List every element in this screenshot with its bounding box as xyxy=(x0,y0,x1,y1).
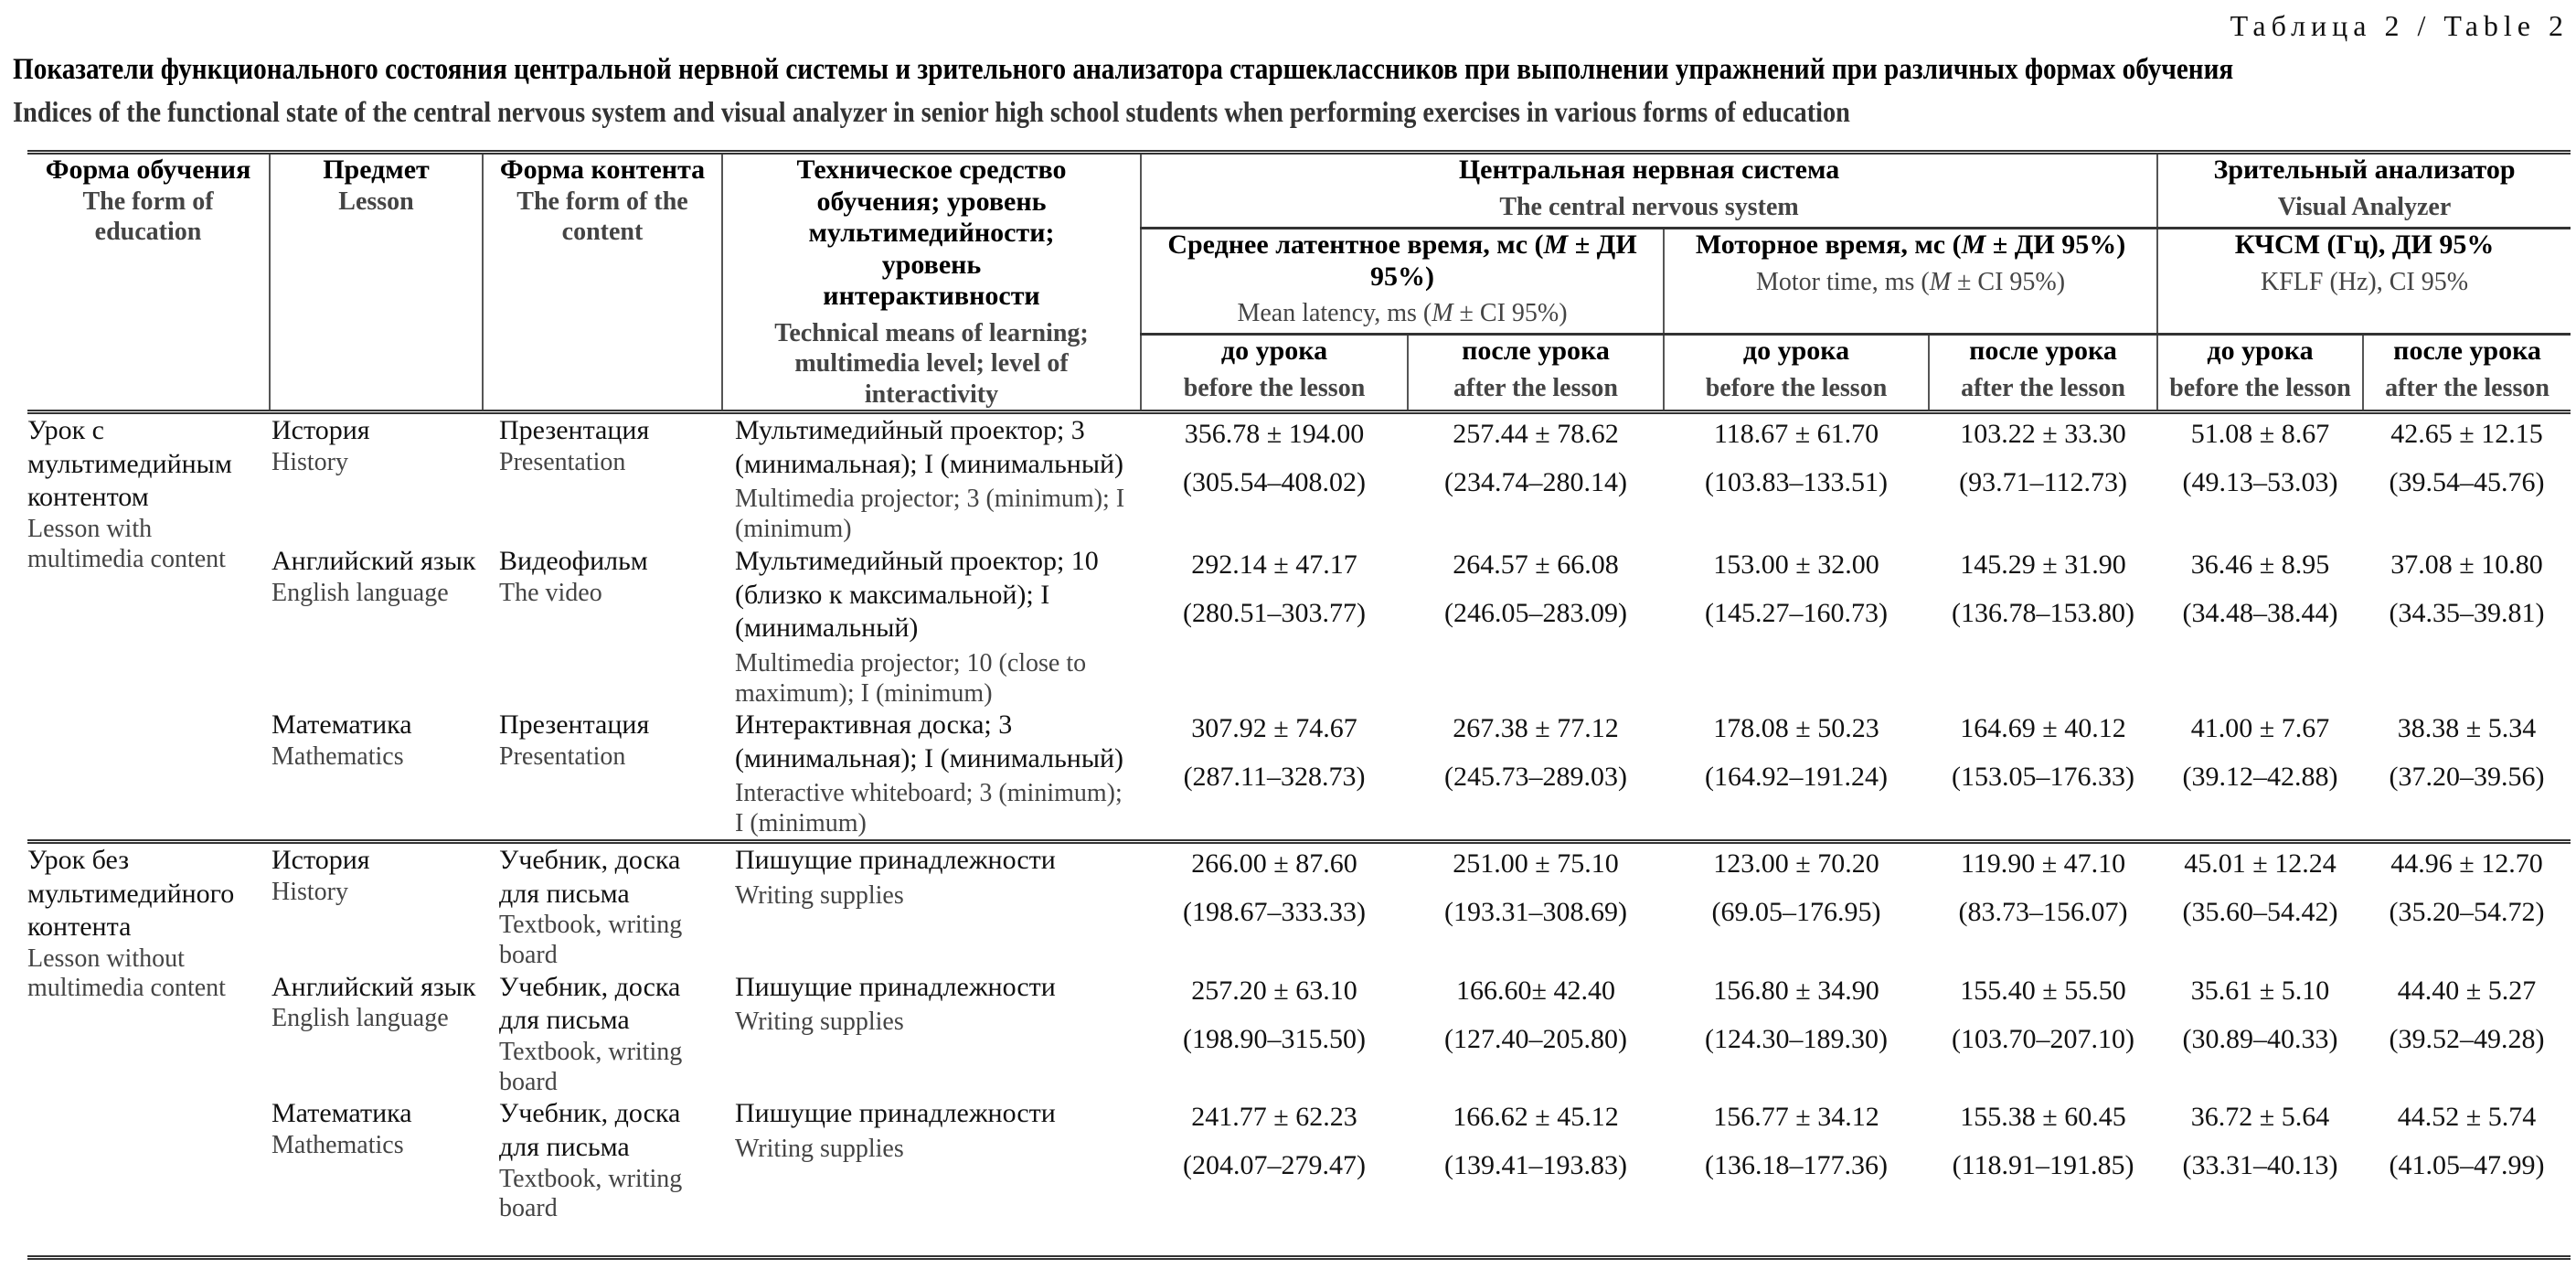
header-motor-time: Моторное время, мс (M ± ДИ 95%) Motor time, ms (M ± CI 95%) xyxy=(1664,229,2157,335)
value-cell-motor-after xyxy=(1929,545,2157,709)
mean-value: 36.46 ± 8.95 xyxy=(2190,549,2330,580)
content-ru: Видеофильм xyxy=(499,545,648,576)
ci-range: (280.51–303.77) xyxy=(1183,597,1366,628)
ci-range: (39.12–42.88) xyxy=(2182,762,2338,793)
value-cell-motor-before xyxy=(1664,412,1929,545)
means-ru: Пишущие принадлежности xyxy=(735,844,1056,875)
form-en: Lesson with multimedia content xyxy=(27,515,226,573)
table-row xyxy=(27,545,2571,709)
means-en: Interactive whiteboard; 3 (minimum); I (minimum) xyxy=(735,779,1123,838)
subject-ru: История xyxy=(271,415,370,446)
ci-range: (69.05–176.95) xyxy=(1711,896,1881,927)
ci-range: (198.90–315.50) xyxy=(1183,1023,1366,1054)
value-cell-latency-before xyxy=(1141,709,1408,841)
value-cell-motor-before xyxy=(1664,841,1929,970)
subject-ru: Математика xyxy=(271,709,412,741)
content-cell xyxy=(483,545,722,709)
mean-value: 118.67 ± 61.70 xyxy=(1713,419,1879,450)
ci-range: (153.05–176.33) xyxy=(1952,762,2134,793)
mean-value: 42.65 ± 12.15 xyxy=(2390,419,2543,450)
ci-range: (124.30–189.30) xyxy=(1705,1023,1888,1054)
header-cns: Центральная нервная система The central nervous system xyxy=(1141,153,2157,229)
mean-value: 178.08 ± 50.23 xyxy=(1713,713,1879,744)
ci-range: (34.35–39.81) xyxy=(2389,597,2545,628)
ci-range: (234.74–280.14) xyxy=(1444,467,1627,498)
mean-value: 153.00 ± 32.00 xyxy=(1713,549,1879,580)
content-cell xyxy=(483,1097,722,1224)
mean-value: 292.14 ± 47.17 xyxy=(1191,549,1357,580)
value-cell-latency-before xyxy=(1141,545,1408,709)
ci-range: (245.73–289.03) xyxy=(1444,762,1627,793)
means-cell xyxy=(722,1097,1141,1224)
content-cell xyxy=(483,412,722,545)
ci-range: (103.70–207.10) xyxy=(1952,1023,2134,1054)
value-cell-motor-before xyxy=(1664,709,1929,841)
subject-en: History xyxy=(271,447,348,476)
ci-range: (41.05–47.99) xyxy=(2389,1150,2545,1181)
ci-range: (34.48–38.44) xyxy=(2182,597,2338,628)
mean-value: 241.77 ± 62.23 xyxy=(1191,1102,1357,1133)
ci-range: (93.71–112.73) xyxy=(1959,467,2127,498)
form-cell xyxy=(27,841,270,1224)
mean-value: 119.90 ± 47.10 xyxy=(1960,848,2126,879)
mean-value: 155.40 ± 55.50 xyxy=(1960,975,2126,1006)
subject-ru: Английский язык xyxy=(271,545,476,576)
ci-range: (198.67–333.33) xyxy=(1183,896,1366,927)
content-en: The video xyxy=(499,578,602,607)
header-subject: Предмет Lesson xyxy=(270,153,483,412)
table-row xyxy=(27,1097,2571,1224)
mean-value: 145.29 ± 31.90 xyxy=(1960,549,2126,580)
ci-range: (118.91–191.85) xyxy=(1952,1150,2134,1181)
ci-range: (246.05–283.09) xyxy=(1444,597,1627,628)
value-cell-latency-after xyxy=(1408,709,1664,841)
mean-value: 36.72 ± 5.64 xyxy=(2190,1102,2330,1133)
subject-en: English language xyxy=(271,1004,449,1033)
subject-cell xyxy=(270,709,483,841)
form-ru: Урок с мультимедийным контентом xyxy=(27,415,232,513)
means-ru: Пишущие принадлежности xyxy=(735,971,1056,1002)
mean-value: 35.61 ± 5.10 xyxy=(2190,975,2330,1006)
ci-range: (136.18–177.36) xyxy=(1705,1150,1888,1181)
mean-value: 38.38 ± 5.34 xyxy=(2397,713,2537,744)
table-bottom-rule xyxy=(27,1255,2571,1260)
subject-cell xyxy=(270,412,483,545)
value-cell-latency-after xyxy=(1408,412,1664,545)
subject-en: History xyxy=(271,877,348,906)
mean-value: 41.00 ± 7.67 xyxy=(2190,713,2330,744)
table-row xyxy=(27,971,2571,1098)
header-kflf-after: после урока after the lesson xyxy=(2363,335,2571,412)
content-cell xyxy=(483,841,722,970)
means-ru: Мультимедийный проектор; 3 (минимальная); I (минимальный) xyxy=(735,415,1124,479)
ci-range: (49.13–53.03) xyxy=(2182,467,2338,498)
ci-range: (305.54–408.02) xyxy=(1183,467,1366,498)
table-title-en: Indices of the functional state of the central nervous system and visual analyzer in senior high school students when performing exercises in various forms of education xyxy=(13,95,1850,128)
content-en: Presentation xyxy=(499,447,626,476)
ci-range: (33.31–40.13) xyxy=(2182,1150,2338,1181)
ci-range: (37.20–39.56) xyxy=(2389,762,2545,793)
mean-value: 123.00 ± 70.20 xyxy=(1713,848,1879,879)
value-cell-latency-before xyxy=(1141,412,1408,545)
mean-value: 266.00 ± 87.60 xyxy=(1191,848,1357,879)
value-cell-motor-after xyxy=(1929,841,2157,970)
means-cell xyxy=(722,709,1141,841)
form-ru: Урок без мультимедийного контента xyxy=(27,844,235,943)
ci-range: (35.20–54.72) xyxy=(2389,896,2545,927)
value-cell-latency-before xyxy=(1141,1097,1408,1224)
value-cell-motor-before xyxy=(1664,1097,1929,1224)
mean-value: 156.77 ± 34.12 xyxy=(1713,1102,1879,1133)
value-cell-kflf-before xyxy=(2157,545,2363,709)
content-ru: Учебник, доска для письма xyxy=(499,844,681,909)
mean-value: 307.92 ± 74.67 xyxy=(1191,713,1357,744)
means-ru: Мультимедийный проектор; 10 (близко к максимальной); I (минимальный) xyxy=(735,545,1099,644)
ci-range: (204.07–279.47) xyxy=(1183,1150,1366,1181)
subject-en: Mathematics xyxy=(271,741,404,771)
mean-value: 155.38 ± 60.45 xyxy=(1960,1102,2126,1133)
ci-range: (127.40–205.80) xyxy=(1444,1023,1627,1054)
mean-value: 251.00 ± 75.10 xyxy=(1453,848,1619,879)
mean-value: 156.80 ± 34.90 xyxy=(1713,975,1879,1006)
subject-ru: История xyxy=(271,844,370,875)
content-en: Textbook, writing board xyxy=(499,911,683,969)
table-title-ru: Показатели функционального состояния центральной нервной системы и зрительного анализатора старшеклассников при выполнении упражнений при различных формах обучения xyxy=(13,53,2234,86)
subject-ru: Английский язык xyxy=(271,971,476,1002)
value-cell-motor-before xyxy=(1664,545,1929,709)
mean-value: 166.60± 42.40 xyxy=(1456,975,1615,1006)
mean-value: 51.08 ± 8.67 xyxy=(2190,419,2330,450)
mean-value: 257.20 ± 63.10 xyxy=(1191,975,1357,1006)
subject-cell xyxy=(270,971,483,1098)
ci-range: (103.83–133.51) xyxy=(1705,467,1888,498)
subject-cell xyxy=(270,545,483,709)
ci-range: (39.54–45.76) xyxy=(2389,467,2545,498)
means-en: Writing supplies xyxy=(735,1008,904,1037)
value-cell-latency-after xyxy=(1408,545,1664,709)
data-table xyxy=(27,150,2571,1224)
value-cell-motor-after xyxy=(1929,1097,2157,1224)
means-cell xyxy=(722,841,1141,970)
subject-en: English language xyxy=(271,578,449,607)
table-number-label: Таблица 2 / Table 2 xyxy=(2230,9,2569,42)
mean-value: 103.22 ± 33.30 xyxy=(1960,419,2126,450)
mean-value: 44.40 ± 5.27 xyxy=(2397,975,2537,1006)
value-cell-kflf-after xyxy=(2363,709,2571,841)
content-ru: Презентация xyxy=(499,415,650,446)
value-cell-kflf-before xyxy=(2157,709,2363,841)
content-ru: Презентация xyxy=(499,709,650,741)
means-en: Multimedia projector; 10 (close to maximum); I (minimum) xyxy=(735,648,1087,708)
value-cell-kflf-after xyxy=(2363,1097,2571,1224)
value-cell-kflf-before xyxy=(2157,841,2363,970)
content-en: Presentation xyxy=(499,741,626,771)
header-mean-latency: Среднее латентное время, мс (M ± ДИ 95%) Mean latency, ms (M ± CI 95%) xyxy=(1141,229,1664,335)
table-row xyxy=(27,412,2571,545)
content-ru: Учебник, доска для письма xyxy=(499,971,681,1036)
ci-range: (136.78–153.80) xyxy=(1952,597,2134,628)
table-row xyxy=(27,709,2571,841)
ci-range: (164.92–191.24) xyxy=(1705,762,1888,793)
subject-cell xyxy=(270,1097,483,1224)
content-cell xyxy=(483,709,722,841)
content-en: Textbook, writing board xyxy=(499,1037,683,1096)
form-en: Lesson without multimedia content xyxy=(27,944,226,1003)
content-cell xyxy=(483,971,722,1098)
value-cell-motor-after xyxy=(1929,709,2157,841)
mean-value: 257.44 ± 78.62 xyxy=(1453,419,1619,450)
mean-value: 37.08 ± 10.80 xyxy=(2390,549,2543,580)
mean-value: 44.52 ± 5.74 xyxy=(2397,1102,2537,1133)
value-cell-kflf-after xyxy=(2363,545,2571,709)
ci-range: (139.41–193.83) xyxy=(1444,1150,1627,1181)
means-en: Multimedia projector; 3 (minimum); I (minimum) xyxy=(735,485,1125,544)
ci-range: (193.31–308.69) xyxy=(1444,896,1627,927)
ci-range: (39.52–49.28) xyxy=(2389,1023,2545,1054)
means-cell xyxy=(722,545,1141,709)
means-ru: Пишущие принадлежности xyxy=(735,1098,1056,1129)
subject-ru: Математика xyxy=(271,1098,412,1129)
value-cell-kflf-after xyxy=(2363,841,2571,970)
value-cell-kflf-before xyxy=(2157,412,2363,545)
ci-range: (145.27–160.73) xyxy=(1705,597,1888,628)
mean-value: 44.96 ± 12.70 xyxy=(2390,848,2543,879)
means-ru: Интерактивная доска; 3 (минимальная); I (минимальный) xyxy=(735,709,1124,773)
mean-value: 166.62 ± 45.12 xyxy=(1453,1102,1619,1133)
ci-range: (83.73–156.07) xyxy=(1958,896,2128,927)
subject-en: Mathematics xyxy=(271,1130,404,1159)
header-kflf-before: до урока before the lesson xyxy=(2157,335,2363,412)
header-motor-after: после урока after the lesson xyxy=(1929,335,2157,412)
value-cell-kflf-after xyxy=(2363,971,2571,1098)
value-cell-latency-after xyxy=(1408,971,1664,1098)
content-en: Textbook, writing board xyxy=(499,1164,683,1223)
header-latency-before: до урока before the lesson xyxy=(1141,335,1408,412)
header-latency-after: после урока after the lesson xyxy=(1408,335,1664,412)
value-cell-kflf-after xyxy=(2363,412,2571,545)
ci-range: (30.89–40.33) xyxy=(2182,1023,2338,1054)
value-cell-latency-after xyxy=(1408,1097,1664,1224)
mean-value: 164.69 ± 40.12 xyxy=(1960,713,2126,744)
means-cell xyxy=(722,412,1141,545)
header-content: Форма контента The form of the content xyxy=(483,153,722,412)
means-en: Writing supplies xyxy=(735,880,904,910)
means-cell xyxy=(722,971,1141,1098)
value-cell-latency-before xyxy=(1141,971,1408,1098)
mean-value: 356.78 ± 194.00 xyxy=(1184,419,1365,450)
form-cell xyxy=(27,412,270,842)
value-cell-kflf-before xyxy=(2157,1097,2363,1224)
header-motor-before: до урока before the lesson xyxy=(1664,335,1929,412)
value-cell-kflf-before xyxy=(2157,971,2363,1098)
header-form: Форма обучения The form of education xyxy=(27,153,270,412)
means-en: Writing supplies xyxy=(735,1134,904,1163)
value-cell-motor-before xyxy=(1664,971,1929,1098)
ci-range: (35.60–54.42) xyxy=(2182,896,2338,927)
table-row xyxy=(27,841,2571,970)
value-cell-latency-before xyxy=(1141,841,1408,970)
mean-value: 45.01 ± 12.24 xyxy=(2184,848,2336,879)
content-ru: Учебник, доска для письма xyxy=(499,1098,681,1162)
header-visual-analyzer: Зрительный анализатор Visual Analyzer xyxy=(2157,153,2571,229)
header-technical-means: Техническое средство обучения; уровень мультимедийности; уровень интерактивности Technical means of learning; multimedia level; level of interactivity xyxy=(722,153,1141,412)
mean-value: 264.57 ± 66.08 xyxy=(1453,549,1619,580)
value-cell-latency-after xyxy=(1408,841,1664,970)
ci-range: (287.11–328.73) xyxy=(1183,762,1366,793)
header-kflf: КЧСМ (Гц), ДИ 95% KFLF (Hz), CI 95% xyxy=(2157,229,2571,335)
mean-value: 267.38 ± 77.12 xyxy=(1453,713,1619,744)
subject-cell xyxy=(270,841,483,970)
value-cell-motor-after xyxy=(1929,412,2157,545)
value-cell-motor-after xyxy=(1929,971,2157,1098)
